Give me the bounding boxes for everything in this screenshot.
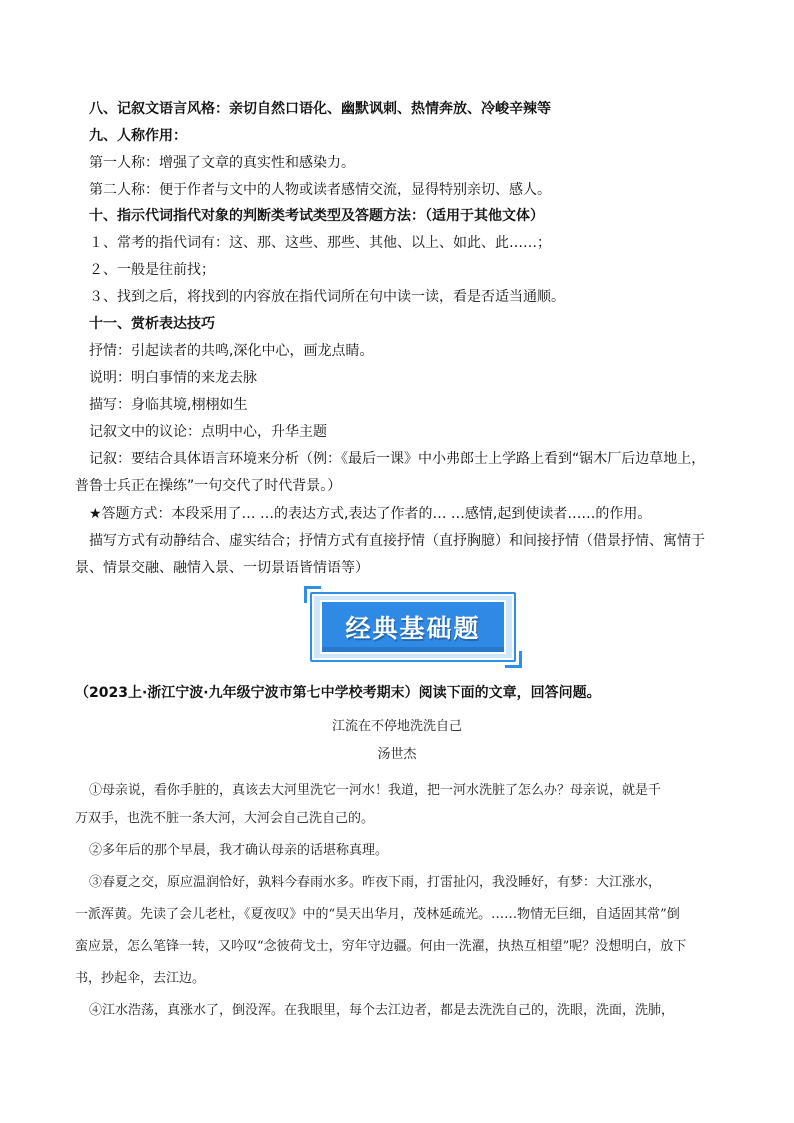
article-line: 一派浑黄。先读了会儿老杜，《夏夜叹》中的“昊天出华月，茂林延疏光。……物情无巨细，自适固其常”倒: [75, 907, 680, 922]
article-line: ④江水浩荡，真涨水了，倒没浑。在我眼里，每个去江边者，都是去洗洗自己的，洗眼，洗面，洗肺，: [89, 1003, 675, 1018]
article-line: 万双手，也洗不脏一条大河，大河会自己洗自己的。: [75, 811, 375, 826]
lyric-text: 抒情：引起读者的共鸣,深化中心，画龙点睛。: [89, 343, 374, 359]
article-line: 书，抄起伞，去江边。: [75, 971, 206, 986]
first-person-text: 第一人称：增强了文章的真实性和感染力。: [89, 155, 355, 171]
banner-corner-mark: [505, 651, 522, 668]
section-nine-heading: 九、人称作用：: [89, 128, 187, 144]
answer-tip-text: ★答题方式：本段采用了… …的表达方式,表达了作者的… …感情,起到使读者……的作用。: [89, 506, 652, 522]
banner-box: [322, 602, 504, 652]
section-eight-text: 八、记叙文语言风格：亲切自然口语化、幽默讽刺、热情奔放、冷峻辛辣等: [89, 101, 551, 117]
section-ten-item-3: ３、找到之后，将找到的内容放在指代词所在句中读一读，看是否适当通顺。: [89, 289, 565, 305]
narrate-text-line-1: 记叙：要结合具体语言环境来分析（例：《最后一课》中小弗郎士上学路上看到“锯木厂后边草地上，: [89, 451, 706, 467]
article-line: ③春夏之交，原应温润恰好，孰料今春雨水多。昨夜下雨，打雷扯闪，我没睡好，有梦：大江涨水，: [89, 875, 662, 890]
narrate-text-line-2: 普鲁士兵正在操练”一句交代了时代背景。）: [75, 478, 342, 494]
article-line: ①母亲说，看你手脏的，真该去大河里洗它一河水！我道，把一河水洗脏了怎么办？母亲说，就是千: [89, 783, 662, 798]
article-author: 汤世杰: [377, 747, 417, 762]
section-banner: [310, 592, 516, 662]
method-text-line-2: 景、情景交融、融情入景、一切景语皆情语等）: [75, 560, 369, 576]
section-ten-item-2: ２、一般是往前找；: [89, 262, 215, 278]
explain-text: 说明：明白事情的来龙去脉: [89, 370, 257, 386]
section-eleven-heading: 十一、赏析表达技巧: [89, 316, 215, 332]
article-line: ②多年后的那个早晨，我才确认母亲的话堪称真理。: [89, 843, 389, 858]
article-line: 蛮应景，怎么笔锋一转，又吟叹“念彼荷戈士，穷年守边疆。何由一洗濯，执热互相望”呢？没想明白，放下: [75, 939, 687, 954]
discuss-text: 记叙文中的议论：点明中心，升华主题: [89, 424, 327, 440]
method-text-line-1: 描写方式有动静结合、虚实结合；抒情方式有直接抒情（直抒胸臆）和间接抒情（借景抒情、寓情于: [89, 533, 705, 549]
describe-text: 描写：身临其境,栩栩如生: [89, 397, 248, 413]
question-source: （2023上·浙江宁波·九年级宁波市第七中学校考期末）阅读下面的文章，回答问题。: [75, 685, 601, 701]
banner-title: 经典基础题: [345, 614, 481, 643]
article-title: 江流在不停地洗洗自己: [331, 719, 462, 734]
banner-corner-mark: [304, 586, 321, 603]
second-person-text: 第二人称：便于作者与文中的人物或读者感情交流，显得特别亲切、感人。: [89, 182, 551, 198]
section-ten-heading: 十、指示代词指代对象的判断类考试类型及答题方法：（适用于其他文体）: [89, 208, 544, 224]
section-ten-item-1: １、常考的指代词有：这、那、这些、那些、其他、以上、如此、此……；: [89, 235, 551, 251]
